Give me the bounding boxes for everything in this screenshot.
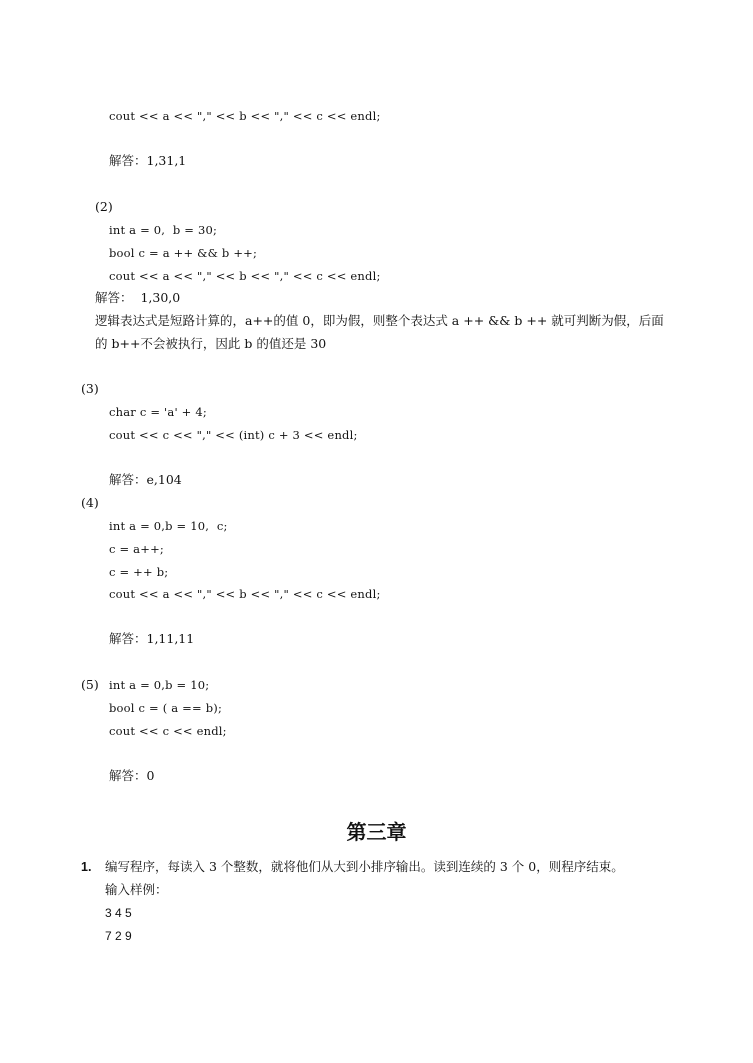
- section-label: (2): [95, 199, 113, 214]
- chapter-title: 第三章: [346, 820, 407, 844]
- section-label: (4): [81, 495, 99, 510]
- section-label: (3): [81, 381, 99, 396]
- sample-input-line: 3 4 5: [105, 906, 132, 920]
- answer-text: 解答：1,31,1: [109, 153, 187, 168]
- sample-label: 输入样例：: [105, 882, 168, 897]
- sample-input-line: 7 2 9: [105, 929, 132, 943]
- code-line: int a = 0,b = 10;: [109, 678, 210, 692]
- answer-text: 解答：0: [109, 768, 155, 783]
- answer-text: 解答： 1,30,0: [95, 290, 181, 305]
- explanation-text: 逻辑表达式是短路计算的，a++的值 0，即为假，则整个表达式 a ++ && b ++ 就可判断为假，后面: [95, 313, 664, 328]
- answer-text: 解答：e,104: [109, 472, 182, 487]
- question-text: 编写程序，每读入 3 个整数，就将他们从大到小排序输出。读到连续的 3 个 0，则程序结束。: [105, 859, 624, 874]
- code-line: cout << c << endl;: [109, 724, 227, 738]
- code-line: bool c = a ++ && b ++;: [109, 246, 258, 260]
- code-line: bool c = ( a == b);: [109, 701, 223, 715]
- code-line: int a = 0,b = 10, c;: [109, 519, 228, 533]
- list-item-number: 1.: [81, 860, 92, 874]
- code-line: cout << c << "," << (int) c + 3 << endl;: [109, 428, 358, 442]
- code-line: char c = 'a' + 4;: [109, 405, 207, 419]
- code-line: c = a++;: [109, 542, 164, 556]
- code-line: int a = 0, b = 30;: [109, 223, 218, 237]
- code-line: cout << a << "," << b << "," << c << endl;: [109, 109, 381, 123]
- answer-text: 解答：1,11,11: [109, 631, 195, 646]
- section-label: (5): [81, 677, 99, 692]
- code-line: c = ++ b;: [109, 565, 169, 579]
- code-line: cout << a << "," << b << "," << c << endl;: [109, 587, 381, 601]
- code-line: cout << a << "," << b << "," << c << endl;: [109, 269, 381, 283]
- explanation-text: 的 b++不会被执行，因此 b 的值还是 30: [95, 336, 327, 351]
